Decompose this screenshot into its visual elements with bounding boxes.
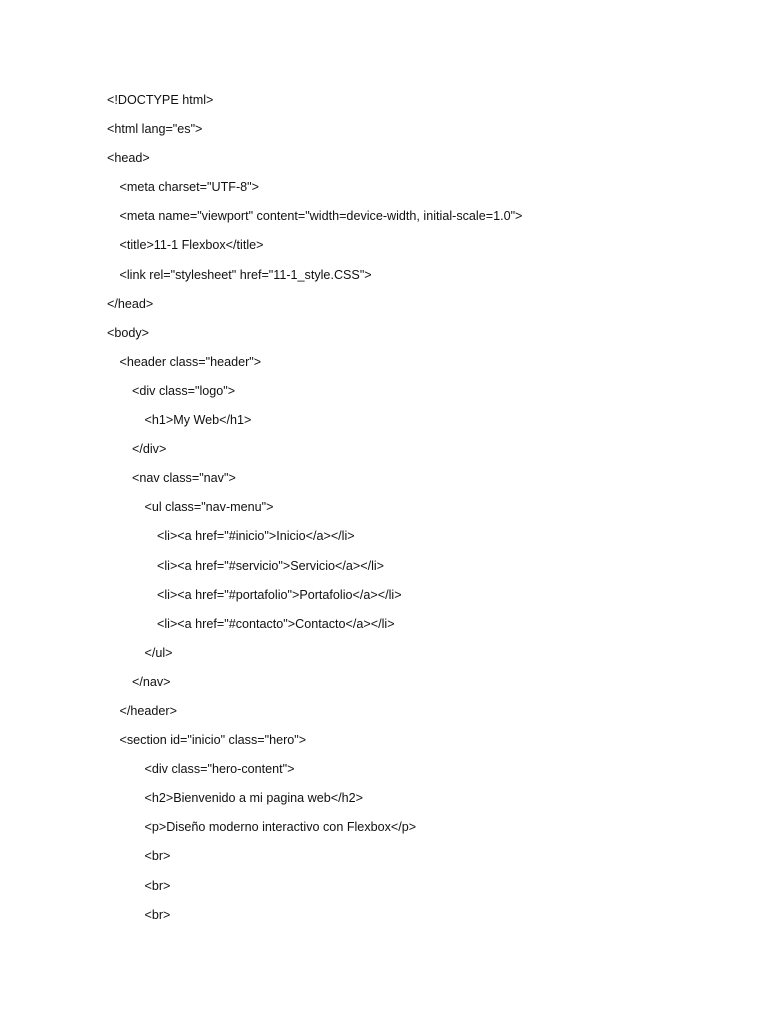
code-line: <div class="logo">	[132, 383, 236, 398]
code-line: <br>	[144, 878, 171, 893]
code-line: </nav>	[132, 674, 171, 689]
code-line: <h2>Bienvenido a mi pagina web</h2>	[144, 791, 363, 806]
code-line: <br>	[144, 907, 171, 922]
code-line: <li><a href="#portafolio">Portafolio</a></li>	[157, 587, 402, 602]
code-line: <meta name="viewport" content="width=device-width, initial-scale=1.0">	[119, 209, 523, 224]
code-line: <title>11-1 Flexbox</title>	[119, 238, 264, 253]
code-line: <br>	[144, 849, 171, 864]
code-line: </header>	[119, 703, 177, 718]
code-line: </ul>	[144, 645, 173, 660]
code-line: </div>	[132, 442, 167, 457]
code-line: <li><a href="#contacto">Contacto</a></li>	[157, 616, 395, 631]
code-line: <section id="inicio" class="hero">	[119, 733, 307, 748]
code-line: <head>	[107, 151, 150, 166]
code-line: <li><a href="#inicio">Inicio</a></li>	[157, 529, 355, 544]
code-line: <header class="header">	[119, 354, 262, 369]
code-line: <meta charset="UTF-8">	[119, 180, 259, 195]
code-line: <body>	[107, 325, 150, 340]
code-line: </head>	[107, 296, 154, 311]
code-listing	[107, 91, 522, 935]
code-line: <nav class="nav">	[132, 471, 236, 486]
code-line: <p>Diseño moderno interactivo con Flexbox</p>	[144, 820, 417, 835]
code-line: <ul class="nav-menu">	[144, 500, 274, 515]
code-line: <link rel="stylesheet" href="11-1_style.CSS">	[119, 267, 372, 282]
code-line: <li><a href="#servicio">Servicio</a></li>	[157, 558, 385, 573]
code-line: <!DOCTYPE html>	[107, 93, 214, 107]
code-line: <html lang="es">	[107, 122, 203, 137]
code-line: <h1>My Web</h1>	[144, 413, 252, 428]
code-line: <div class="hero-content">	[144, 762, 295, 777]
